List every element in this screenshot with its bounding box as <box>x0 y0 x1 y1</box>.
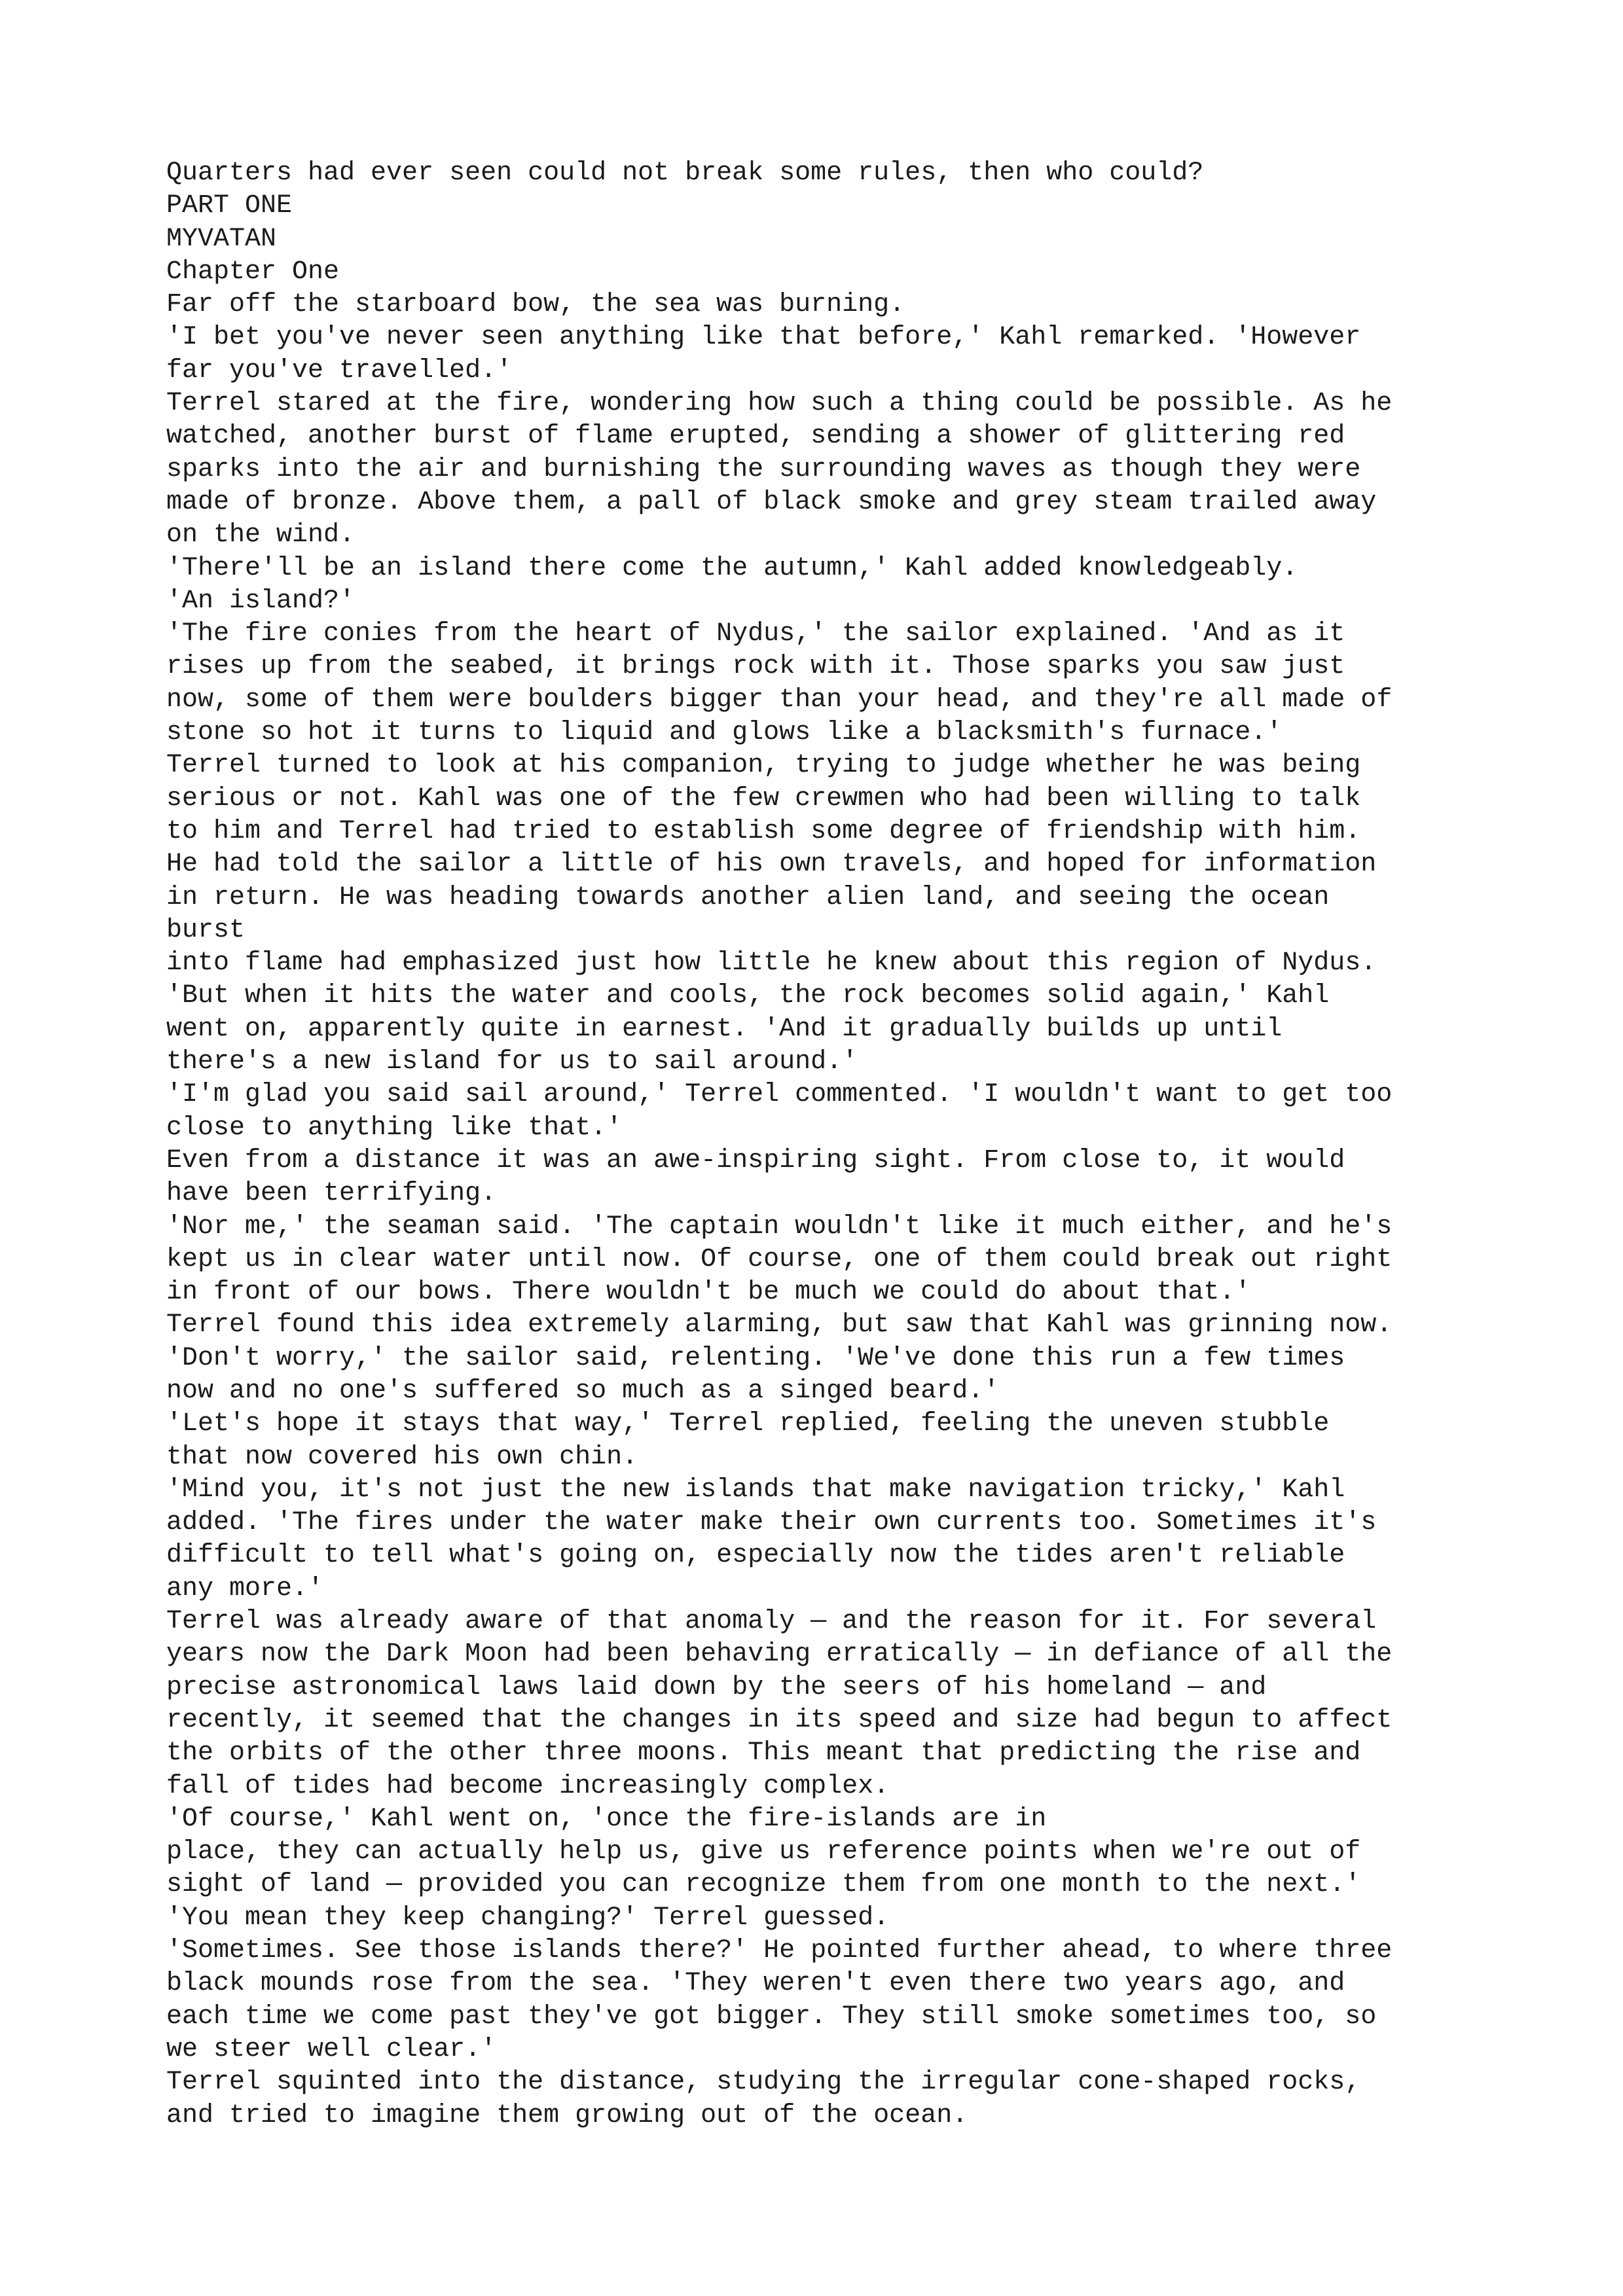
text-line: 'Of course,' Kahl went on, 'once the fire-islands are in <box>166 1804 1047 1834</box>
text-line: Terrel squinted into the distance, studying the irregular cone-shaped rocks, <box>166 2068 1361 2098</box>
text-line: far you've travelled.' <box>166 355 513 386</box>
text-line: on the wind. <box>166 520 356 550</box>
text-line: Quarters had ever seen could not break some rules, then who could? <box>166 158 1204 188</box>
text-line: Far off the starboard bow, the sea was burning. <box>166 290 905 320</box>
text-line: years now the Dark Moon had been behaving erratically — in defiance of all the <box>166 1640 1393 1670</box>
text-line: any more.' <box>166 1573 324 1604</box>
text-line: to him and Terrel had tried to establish some degree of friendship with him. <box>166 816 1361 846</box>
text-line: sight of land — provided you can recognize them from one month to the next.' <box>166 1870 1361 1900</box>
text-line: He had told the sailor a little of his own travels, and hoped for information <box>166 850 1377 880</box>
text-line: 'Let's hope it stays that way,' Terrel replied, feeling the uneven stubble <box>166 1409 1330 1439</box>
text-line: Terrel stared at the fire, wondering how such a thing could be possible. As he <box>166 389 1393 419</box>
text-line: black mounds rose from the sea. 'They weren't even there two years ago, and <box>166 1969 1345 1999</box>
text-line: in front of our bows. There wouldn't be much we could do about that.' <box>166 1278 1251 1308</box>
text-line: recently, it seemed that the changes in its speed and size had begun to affect <box>166 1705 1393 1735</box>
text-line: Terrel was already aware of that anomaly — and the reason for it. For several <box>166 1607 1377 1637</box>
text-line: have been terrifying. <box>166 1179 497 1209</box>
text-line: into flame had emphasized just how little he knew about this region of Nydus. <box>166 948 1377 978</box>
text-line: serious or not. Kahl was one of the few crewmen who had been willing to talk <box>166 783 1361 814</box>
text-line: and tried to imagine them growing out of the ocean. <box>166 2100 968 2130</box>
text-line: Even from a distance it was an awe-inspiring sight. From close to, it would <box>166 1145 1345 1175</box>
document-text <box>166 157 1541 2132</box>
text-line: Chapter One <box>166 257 340 287</box>
text-line: now, some of them were boulders bigger than your head, and they're all made of <box>166 685 1393 715</box>
text-line: 'I'm glad you said sail around,' Terrel commented. 'I wouldn't want to get too <box>166 1080 1393 1110</box>
text-line: 'Sometimes. See those islands there?' He pointed further ahead, to where three <box>166 1936 1393 1966</box>
text-line: now and no one's suffered so much as a singed beard.' <box>166 1376 1000 1406</box>
text-line: that now covered his own chin. <box>166 1442 638 1472</box>
text-line: PART ONE <box>166 191 293 221</box>
text-line: sparks into the air and burnishing the surrounding waves as though they were <box>166 454 1361 484</box>
text-line: 'Don't worry,' the sailor said, relenting. 'We've done this run a few times <box>166 1343 1345 1373</box>
text-line: burst <box>166 915 246 945</box>
text-line: each time we come past they've got bigger. They still smoke sometimes too, so <box>166 2001 1377 2032</box>
text-line: watched, another burst of flame erupted, sending a shower of glittering red <box>166 422 1345 452</box>
text-line: the orbits of the other three moons. This meant that predicting the rise and <box>166 1738 1361 1768</box>
text-line: close to anything like that.' <box>166 1113 623 1143</box>
text-line: 'But when it hits the water and cools, the rock becomes solid again,' Kahl <box>166 981 1330 1011</box>
text-line: 'Mind you, it's not just the new islands that make navigation tricky,' Kahl <box>166 1475 1345 1505</box>
text-line: MYVATAN <box>166 224 277 254</box>
text-line: 'You mean they keep changing?' Terrel guessed. <box>166 1903 890 1933</box>
text-line: stone so hot it turns to liquid and glows like a blacksmith's furnace.' <box>166 718 1283 748</box>
text-line: 'An island?' <box>166 586 356 616</box>
text-line: went on, apparently quite in earnest. 'And it gradually builds up until <box>166 1014 1283 1044</box>
text-line: 'I bet you've never seen anything like that before,' Kahl remarked. 'However <box>166 323 1361 353</box>
text-line: Terrel found this idea extremely alarming, but saw that Kahl was grinning now. <box>166 1310 1393 1340</box>
text-line: precise astronomical laws laid down by the seers of his homeland — and <box>166 1672 1267 1702</box>
text-line: 'Nor me,' the seaman said. 'The captain wouldn't like it much either, and he's <box>166 1211 1393 1242</box>
text-line: added. 'The fires under the water make their own currents too. Sometimes it's <box>166 1508 1377 1538</box>
text-line: 'The fire conies from the heart of Nydus,' the sailor explained. 'And as it <box>166 619 1345 649</box>
text-line: rises up from the seabed, it brings rock with it. Those sparks you saw just <box>166 652 1345 682</box>
text-line: fall of tides had become increasingly complex. <box>166 1771 890 1801</box>
text-line: place, they can actually help us, give us reference points when we're out of <box>166 1837 1361 1867</box>
text-line: 'There'll be an island there come the autumn,' Kahl added knowledgeably. <box>166 553 1298 583</box>
text-line: in return. He was heading towards another alien land, and seeing the ocean <box>166 882 1330 912</box>
text-line: there's a new island for us to sail around.' <box>166 1047 858 1077</box>
text-line: made of bronze. Above them, a pall of black smoke and grey steam trailed away <box>166 487 1377 517</box>
text-line: Terrel turned to look at his companion, trying to judge whether he was being <box>166 751 1361 781</box>
text-line: we steer well clear.' <box>166 2034 497 2064</box>
text-line: kept us in clear water until now. Of course, one of them could break out right <box>166 1244 1393 1274</box>
text-line: difficult to tell what's going on, especially now the tides aren't reliable <box>166 1541 1345 1571</box>
